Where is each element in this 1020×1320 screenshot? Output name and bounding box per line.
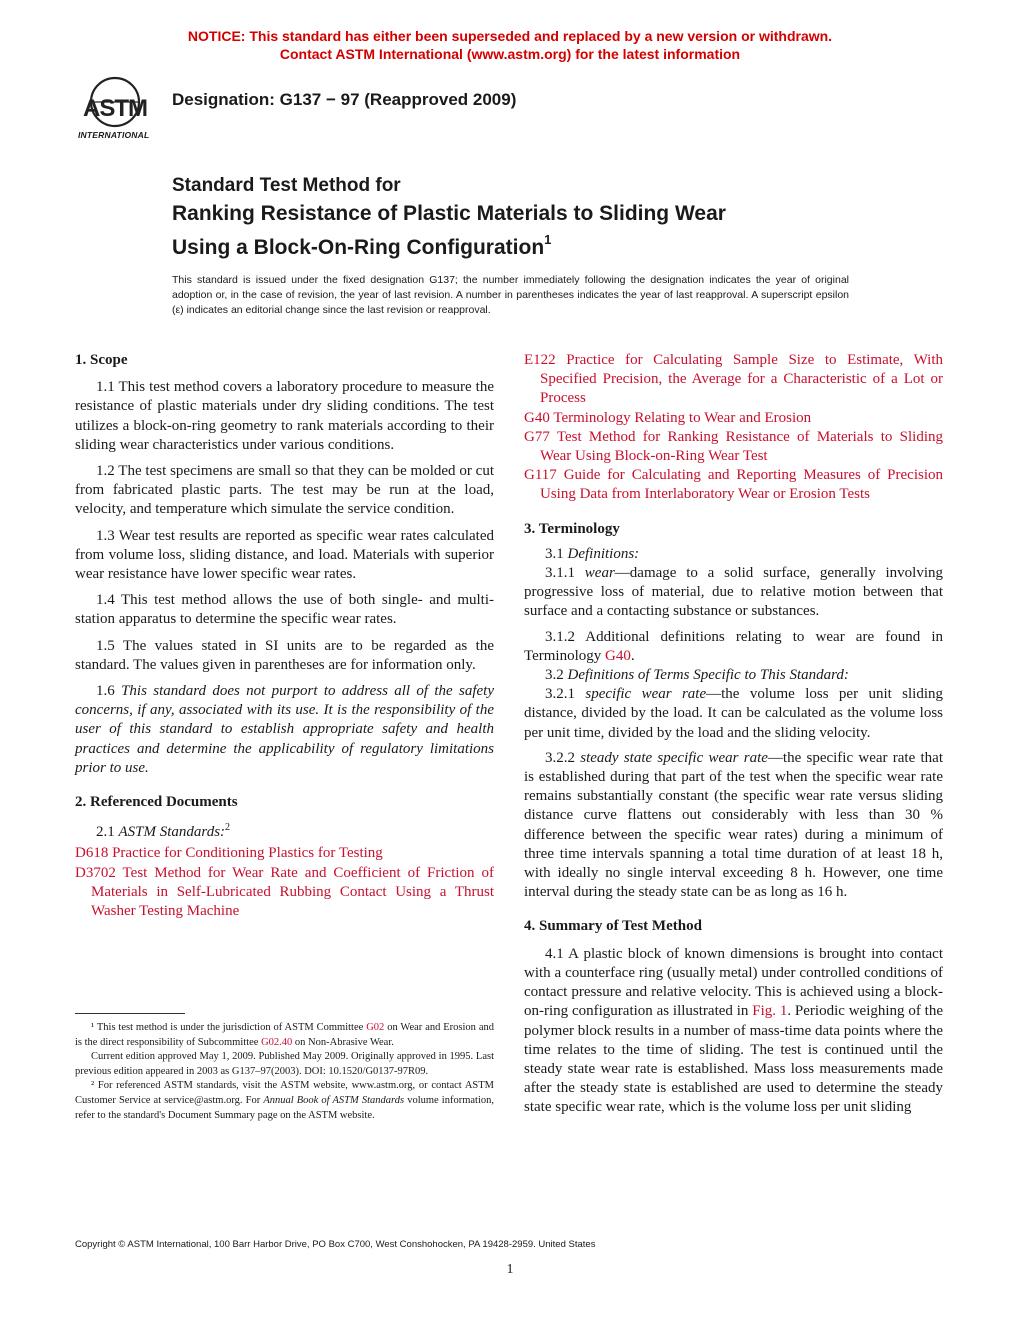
- para-2-1-num: 2.1: [96, 824, 115, 841]
- ref-code[interactable]: D3702: [75, 864, 116, 881]
- notice-line-2: Contact ASTM International (www.astm.org) for the latest information: [279, 46, 741, 62]
- ref-text[interactable]: Test Method for Ranking Resistance of Materials to Sliding Wear Using Block-on-Ring Wear Test: [540, 428, 944, 465]
- withdrawn-notice: [0, 27, 1020, 63]
- para-3-1-2: 3.1.2 Additional definitions relating to wear are found in Terminology G40.: [524, 628, 943, 664]
- ref-text[interactable]: Terminology Relating to Wear and Erosion: [553, 409, 812, 426]
- astm-logo: [74, 74, 164, 144]
- para-2-1: [75, 818, 494, 842]
- fn2-italic: Annual Book of ASTM Standards: [263, 1094, 405, 1106]
- section-4-heading: 4. Summary of Test Method: [524, 918, 702, 935]
- title-footnote-mark: 1: [544, 232, 552, 247]
- section-1-heading: 1. Scope: [75, 352, 128, 368]
- para-1-2: 1.2 The test specimens are small so that they can be molded or cut from fabricated plastic parts. The test may be run at the load, velocity, and temperature which simulate the service condition.: [75, 463, 494, 518]
- para-1-6-num: 1.6: [96, 683, 115, 700]
- para-1-6-text: This standard does not purport to address all of the safety concerns, if any, associated with its use. It is the responsibility of the user of this standard to establish appropriate safety and health practices and determine the applicability of regulatory limitations prior to use.: [75, 683, 495, 776]
- svg-text:ASTM: ASTM: [83, 95, 147, 122]
- footnote-rule: [75, 1013, 185, 1014]
- para-3-2-1: [524, 685, 943, 743]
- para-1-4: 1.4 This test method allows the use of both single- and multi-station apparatus to determine the specific wear rates.: [75, 592, 494, 628]
- designation: Designation: G137 − 97 (Reapproved 2009): [172, 90, 517, 109]
- fn2-text-a: ² For referenced ASTM standards, visit the ASTM website, www.astm.org, or contact ASTM Customer Service at service@astm.org. For: [75, 1080, 494, 1106]
- link-fig-1[interactable]: Fig. 1: [752, 1003, 788, 1020]
- left-column: [75, 351, 494, 921]
- page-number: 1: [506, 1262, 514, 1277]
- title-line-3-text: Using a Block-On-Ring Configuration: [172, 236, 545, 259]
- footnote-2: [75, 1079, 494, 1123]
- para-2-1-sup: 2: [225, 822, 231, 834]
- para-3-2-1-num: 3.2.1: [545, 686, 575, 703]
- para-3-1: [524, 545, 943, 564]
- ref-g77[interactable]: [524, 428, 943, 466]
- para-3-1-1: [524, 564, 943, 622]
- ref-text[interactable]: Practice for Conditioning Plastics for Testing: [112, 845, 383, 862]
- intro-note: This standard is issued under the fixed designation G137; the number immediately following the designation indicates the year of original adoption or, in the case of revision, the year of last revision. A number in parentheses indicates the year of last reapproval. A superscript epsilon (ε) indicates an editorial change since the last revision or reapproval.: [172, 274, 849, 316]
- para-1-5: 1.5 The values stated in SI units are to be regarded as the standard. The values given in parentheses are for information only.: [75, 637, 494, 673]
- term-steady-state: steady state specific wear rate: [580, 749, 768, 766]
- ref-text[interactable]: Guide for Calculating and Reporting Measures of Precision Using Data from Interlaboratory Wear or Erosion Tests: [540, 467, 944, 503]
- ref-g117[interactable]: [524, 466, 943, 504]
- section-2-heading: 2. Referenced Documents: [75, 794, 238, 811]
- para-1-3: 1.3 Wear test results are reported as specific wear rates calculated from volume loss, sliding distance, and load. Materials with superior wear resistance have lower specific wear rates.: [75, 527, 494, 583]
- fn2-text-b: volume information, refer to the standard's Document Summary page on the ASTM website.: [75, 1094, 494, 1121]
- para-3-1-1-num: 3.1.1: [545, 565, 575, 582]
- document-title: [172, 172, 932, 262]
- fn1-text-b: on Wear and Erosion and is the direct responsibility of Subcommittee: [75, 1022, 494, 1048]
- notice-line-1: NOTICE: This standard has either been superseded and replaced by a new version or withdrawn.: [187, 28, 833, 44]
- ref-d618[interactable]: [75, 844, 494, 863]
- para-3-1-2-text: 3.1.2 Additional definitions relating to wear are found in Terminology: [524, 628, 943, 664]
- para-3-1-num: 3.1: [545, 545, 564, 562]
- term-specific-wear-rate: specific wear rate: [585, 686, 707, 703]
- para-3-2-2-num: 3.2.2: [545, 749, 575, 766]
- para-3-2-1-text: —the volume loss per unit sliding distance, divided by the load. It can be calculated as the volume loss per unit time, divided by the load and the sliding velocity.: [524, 686, 943, 741]
- ref-code[interactable]: E122: [524, 352, 556, 368]
- term-wear: wear: [584, 565, 615, 582]
- ref-g40[interactable]: [524, 409, 943, 428]
- ref-e122[interactable]: [524, 351, 943, 409]
- para-4-1-text-b: . Periodic weighing of the polymer block results in a number of mass-time data points where the time relates to the time of sliding. The test is continued until the steady state wear rate is established. Mass loss measurements made after the steady state is established are used to determine the steady state specific wear rate, which is the volume loss per unit sliding: [524, 1003, 943, 1116]
- para-3-2-text: Definitions of Terms Specific to This Standard:: [567, 667, 849, 684]
- para-2-1-text: ASTM Standards:: [118, 824, 226, 841]
- para-1-6: [75, 682, 494, 778]
- title-line-1: Standard Test Method for: [172, 175, 401, 196]
- para-1-1: 1.1 This test method covers a laboratory procedure to measure the resistance of plastic materials under dry sliding conditions. The test utilizes a block-on-ring geometry to rank materials according to their sliding wear characteristics under various conditions.: [75, 379, 494, 453]
- copyright: Copyright © ASTM International, 100 Barr Harbor Drive, PO Box C700, West Conshohocken, PA 19428-2959. United States: [75, 1239, 596, 1250]
- ref-code[interactable]: G117: [524, 467, 557, 484]
- footnotes: [75, 1021, 494, 1123]
- para-3-2-num: 3.2: [545, 667, 564, 684]
- fn1-link-g0240[interactable]: G02.40: [261, 1036, 293, 1048]
- fn1-text-a: ¹ This test method is under the jurisdiction of ASTM Committee: [91, 1022, 364, 1033]
- ref-code[interactable]: G77: [524, 428, 550, 445]
- footnote-1-edition: Current edition approved May 1, 2009. Published May 2009. Originally approved in 1995. Last previous edition appeared in 2003 as G137–97(2003). DOI: 10.1520/G0137-97R09.: [75, 1051, 494, 1077]
- title-line-2: Ranking Resistance of Plastic Materials to Sliding Wear: [172, 202, 726, 225]
- ref-code[interactable]: G40: [524, 409, 550, 426]
- ref-d3702[interactable]: [75, 864, 494, 922]
- logo-international: INTERNATIONAL: [78, 130, 150, 140]
- ref-code[interactable]: D618: [75, 845, 109, 862]
- fn1-link-g02[interactable]: G02: [366, 1022, 385, 1033]
- title-line-3: [172, 228, 932, 262]
- ref-text[interactable]: Test Method for Wear Rate and Coefficient of Friction of Materials in Self-Lubricated Rubbing Contact Using a Thrust Washer Testing Machine: [91, 864, 494, 920]
- section-3-heading: 3. Terminology: [524, 520, 620, 537]
- para-3-2: [524, 666, 943, 685]
- para-3-1-1-text: —damage to a solid surface, generally involving progressive loss of material, due to relative motion between that surface and a contacting substance or substances.: [524, 565, 944, 620]
- para-4-1: [524, 945, 943, 1118]
- link-g40[interactable]: G40: [605, 647, 631, 664]
- para-3-2-2: [524, 749, 943, 903]
- footnote-1: [75, 1021, 494, 1050]
- right-column: [524, 351, 943, 1118]
- para-3-1-text: Definitions:: [567, 545, 640, 562]
- ref-text[interactable]: Practice for Calculating Sample Size to Estimate, With Specified Precision, the Average for a Characteristic of a Lot or Process: [540, 352, 943, 407]
- para-3-2-2-text: —the specific wear rate that is established during that part of the test when the specific wear rate remains substantially constant (the specific wear rate versus sliding distance curve flattens out considerably with less than 30 % difference between the specific wear rates) during a minimum of three time intervals spanning a total time duration of at least 18 h, with ideally no single interval exceeding 8 h. However, one time interval during the steady state can be as long as 16 h.: [524, 749, 943, 901]
- fn1-text-c: on Non-Abrasive Wear.: [294, 1036, 394, 1048]
- para-4-1-text-a: 4.1 A plastic block of known dimensions is brought into contact with a counterface ring (usually metal) under controlled conditions of contact pressure and relative velocity. This is achieved using a block-on-ring configuration as illustrated in: [524, 945, 943, 1020]
